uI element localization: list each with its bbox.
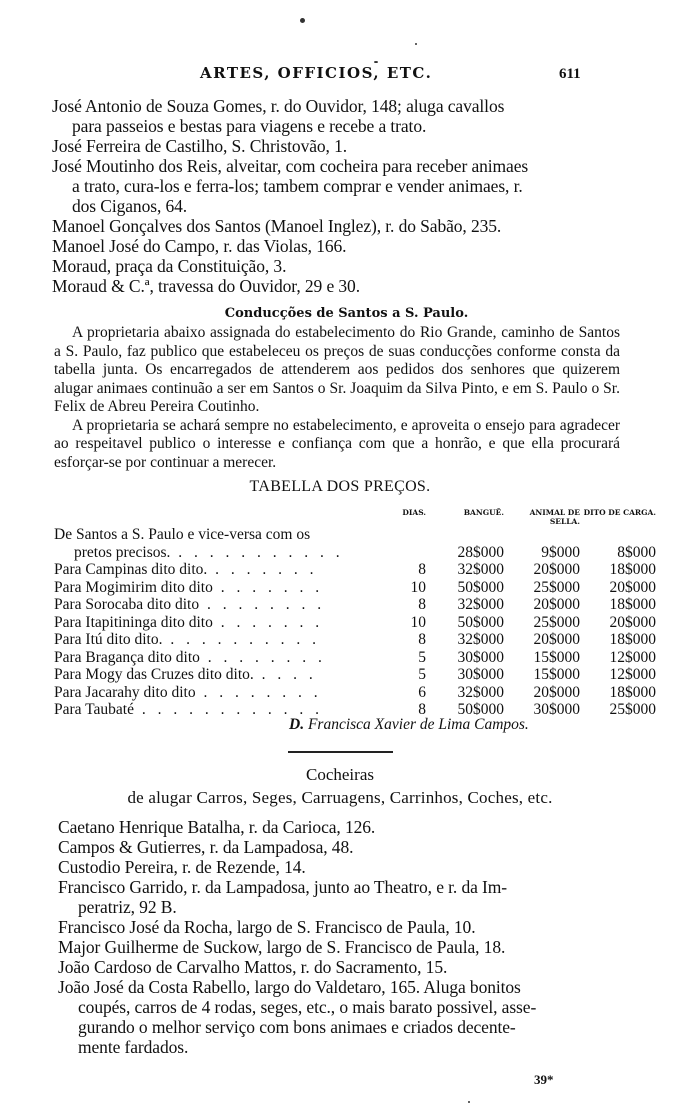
paragraph: A proprietaria se achará sempre no estabelecimento, e aproveita o ensejo para agradecer ao respeitavel publico o interesse e confiança com que a honrão, e que ella procurará esforçar-se por continuar a merecer. bbox=[54, 416, 620, 471]
cocheiras-heading: Cocheiras bbox=[306, 765, 374, 784]
signature-mark: 39* bbox=[534, 1072, 554, 1087]
top-entries-list bbox=[52, 96, 622, 296]
col-bangue: BANGUÊ. bbox=[463, 508, 504, 517]
list-item: Major Guilherme de Suckow, largo de S. Francisco de Paula, 18. bbox=[58, 937, 506, 957]
table-row: Para Bragança dito dito . . . . . . . . 5 30$000 15$000 12$000 bbox=[54, 648, 656, 666]
table-header-row bbox=[54, 508, 656, 526]
table-row: pretos precisos. . . . . . . . . . . . 28$000 9$000 8$000 bbox=[74, 543, 656, 561]
list-item: João José da Costa Rabello, largo do Valdetaro, 165. Aluga bonitos coupés, carros de 4 rodas, seges, etc., o mais barato possivel, asse- gurando o melhor serviço com bons animaes e criados decente- mente fardados. bbox=[58, 977, 537, 1057]
list-item: Custodio Pereira, r. de Rezende, 14. bbox=[58, 857, 306, 877]
proprietor-signature: D. Francisca Xavier de Lima Campos. bbox=[289, 716, 529, 733]
list-item: Caetano Henrique Batalha, r. da Carioca, 126. bbox=[58, 817, 376, 837]
table-row: Para Taubaté . . . . . . . . . . . . 8 50$000 30$000 25$000 bbox=[54, 701, 656, 718]
list-item: Moraud, praça da Constituição, 3. bbox=[52, 256, 287, 276]
list-item: Manoel Gonçalves dos Santos (Manoel Inglez), r. do Sabão, 235. bbox=[52, 216, 502, 236]
table-row: De Santos a S. Paulo e vice-versa com os bbox=[54, 526, 311, 543]
page-number: 611 bbox=[559, 66, 581, 82]
ink-speck bbox=[415, 43, 417, 45]
list-item: Francisco Garrido, r. da Lampadosa, junto ao Theatro, e r. da Im- peratriz, 92 B. bbox=[58, 877, 508, 917]
cocheiras-list bbox=[58, 817, 628, 1057]
ink-speck bbox=[300, 18, 305, 23]
paragraph: A proprietaria abaixo assignada do estabelecimento do Rio Grande, caminho de Santos a S. Paulo, faz publico que estabeleceu os preços de suas conducções conforme consta da tabella junta. Os encarregados de attenderem aos pedidos dos senhores que quizerem alugar animaes continuão a ser em Santos o Sr. Joaquim da Silva Pinto, e em S. Paulo o Sr. Felix de Abreu Pereira Coutinho. bbox=[54, 324, 620, 415]
conduccoes-heading: Conducções de Santos a S. Paulo. bbox=[224, 306, 469, 321]
price-table bbox=[54, 508, 656, 719]
list-item: Campos & Gutierres, r. da Lampadosa, 48. bbox=[58, 837, 354, 857]
col-sella: ANIMAL DE SELLA. bbox=[529, 508, 580, 526]
table-row: Para Itapitininga dito dito . . . . . . . 10 50$000 25$000 20$000 bbox=[54, 613, 656, 631]
table-row: Para Mogimirim dito dito . . . . . . . 10 50$000 25$000 20$000 bbox=[54, 578, 656, 596]
ink-speck bbox=[374, 61, 378, 63]
table-row: Para Itú dito dito. . . . . . . . . . . 8 32$000 20$000 18$000 bbox=[54, 631, 656, 648]
list-item: José Ferreira de Castilho, S. Christovão, 1. bbox=[52, 136, 348, 156]
cocheiras-subheading: de alugar Carros, Seges, Carruagens, Carrinhos, Coches, etc. bbox=[127, 788, 553, 807]
table-row: Para Mogy das Cruzes dito dito. . . . . 5 30$000 15$000 12$000 bbox=[54, 666, 656, 683]
running-header-title: ARTES, OFFICIOS, ETC. bbox=[200, 64, 433, 82]
list-item: José Antonio de Souza Gomes, r. do Ouvidor, 148; aluga cavallos para passeios e bestas para viagens e recebe a trato. bbox=[52, 96, 505, 136]
table-row: Para Jacarahy dito dito . . . . . . . . 6 32$000 20$000 18$000 bbox=[54, 683, 656, 701]
list-item: Moraud & C.ª, travessa do Ouvidor, 29 e 30. bbox=[52, 276, 360, 296]
ink-speck bbox=[468, 1101, 470, 1103]
table-row: Para Sorocaba dito dito . . . . . . . . 8 32$000 20$000 18$000 bbox=[54, 596, 656, 613]
table-row: Para Campinas dito dito. . . . . . . . 8 32$000 20$000 18$000 bbox=[54, 561, 656, 578]
section-divider bbox=[288, 751, 393, 753]
col-dias: DIAS. bbox=[402, 508, 426, 517]
conduccoes-body bbox=[54, 324, 620, 472]
list-item: José Moutinho dos Reis, alveitar, com cocheira para receber animaes a trato, cura-los e ferra-los; tambem comprar e vender animaes, r. dos Ciganos, 64. bbox=[52, 156, 529, 216]
list-item: Francisco José da Rocha, largo de S. Francisco de Paula, 10. bbox=[58, 917, 476, 937]
list-item: João Cardoso de Carvalho Mattos, r. do Sacramento, 15. bbox=[58, 957, 448, 977]
list-item: Manoel José do Campo, r. das Violas, 166. bbox=[52, 236, 347, 256]
col-carga: DITO DE CARGA. bbox=[583, 508, 656, 517]
price-table-title: TABELLA DOS PREÇOS. bbox=[249, 478, 431, 495]
